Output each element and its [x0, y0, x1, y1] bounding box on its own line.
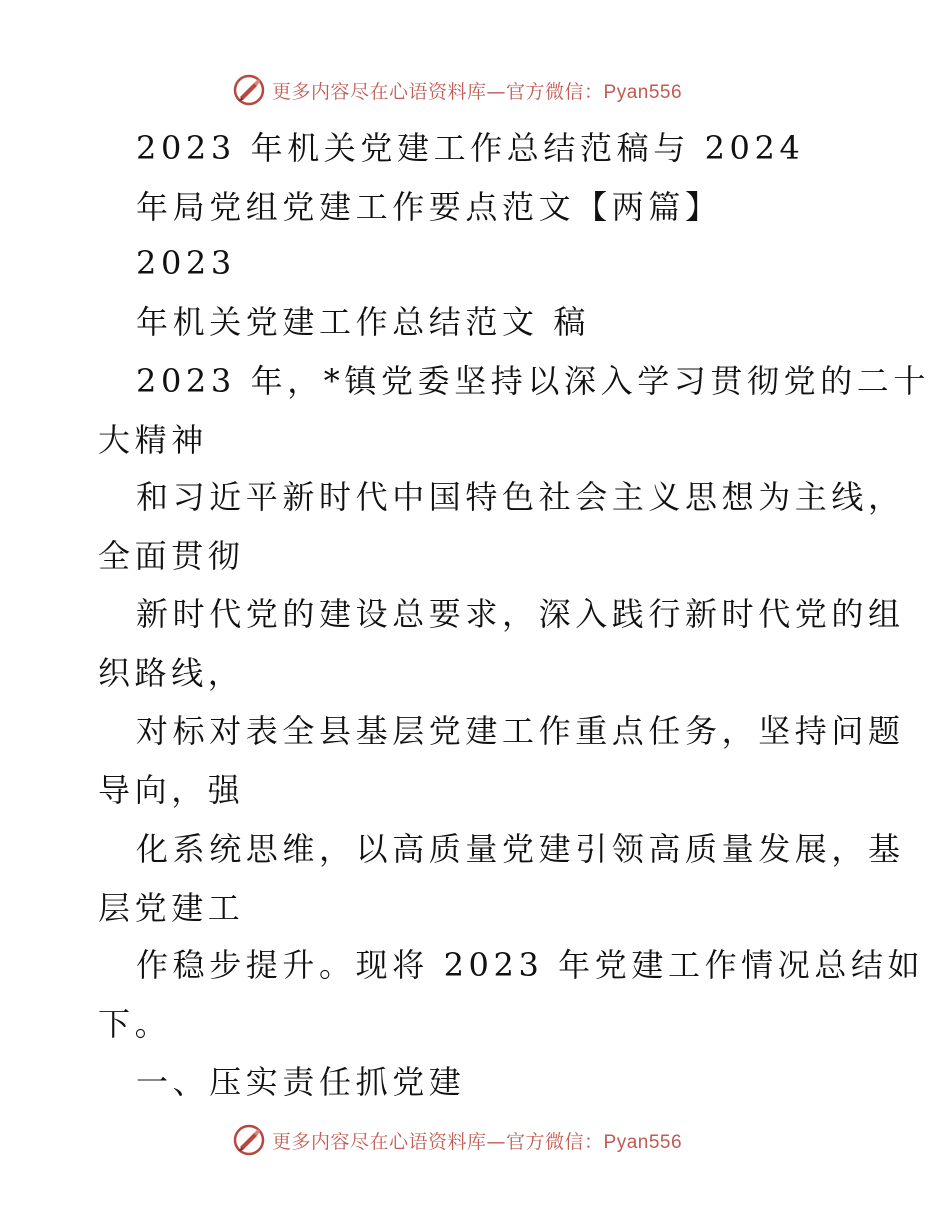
watermark-text: [272, 1127, 682, 1154]
paragraph-line: 新时代党的建设总要求，深入践行新时代党的组: [136, 595, 905, 633]
paragraph-line: 下。: [98, 1005, 172, 1043]
paragraph-line: 化系统思维，以高质量党建引领高质量发展，基: [136, 830, 905, 868]
watermark-main: 更多内容尽在心语资料库: [272, 80, 487, 103]
subtitle-heading: 年机关党建工作总结范文 稿: [136, 303, 590, 341]
paragraph-line: 对标对表全县基层党建工作重点任务，坚持问题: [136, 712, 905, 750]
section-heading: 一、压实责任抓党建: [136, 1063, 466, 1101]
title-line-2: 年局党组党建工作要点范文【两篇】: [136, 188, 722, 226]
watermark-label: 官方微信：: [506, 80, 604, 103]
header-watermark: [232, 72, 682, 108]
pen-logo-icon: [232, 73, 266, 107]
watermark-dash: —: [486, 80, 507, 103]
watermark-text: [272, 77, 682, 104]
title-line-1: 2023 年机关党建工作总结范稿与 2024: [136, 129, 805, 167]
paragraph-line: 层党建工: [98, 889, 245, 927]
paragraph-line: 全面贯彻: [98, 537, 245, 575]
pen-logo-icon: [232, 1123, 266, 1157]
paragraph-line: 导向，强: [98, 771, 245, 809]
watermark-main: 更多内容尽在心语资料库: [272, 1130, 487, 1153]
paragraph-line: 大精神: [98, 421, 208, 459]
footer-watermark: [232, 1122, 682, 1158]
watermark-label: 官方微信：: [506, 1130, 604, 1153]
watermark-id: Pyan556: [603, 81, 683, 103]
watermark-dash: —: [486, 1130, 507, 1153]
paragraph-line: 2023 年，*镇党委坚持以深入学习贯彻党的二十: [136, 362, 931, 400]
watermark-id: Pyan556: [603, 1131, 683, 1153]
subtitle-year: 2023: [136, 244, 236, 282]
paragraph-line: 作稳步提升。现将 2023 年党建工作情况总结如: [136, 946, 925, 984]
paragraph-line: 和习近平新时代中国特色社会主义思想为主线，: [136, 478, 905, 516]
paragraph-line: 织路线，: [98, 654, 245, 692]
